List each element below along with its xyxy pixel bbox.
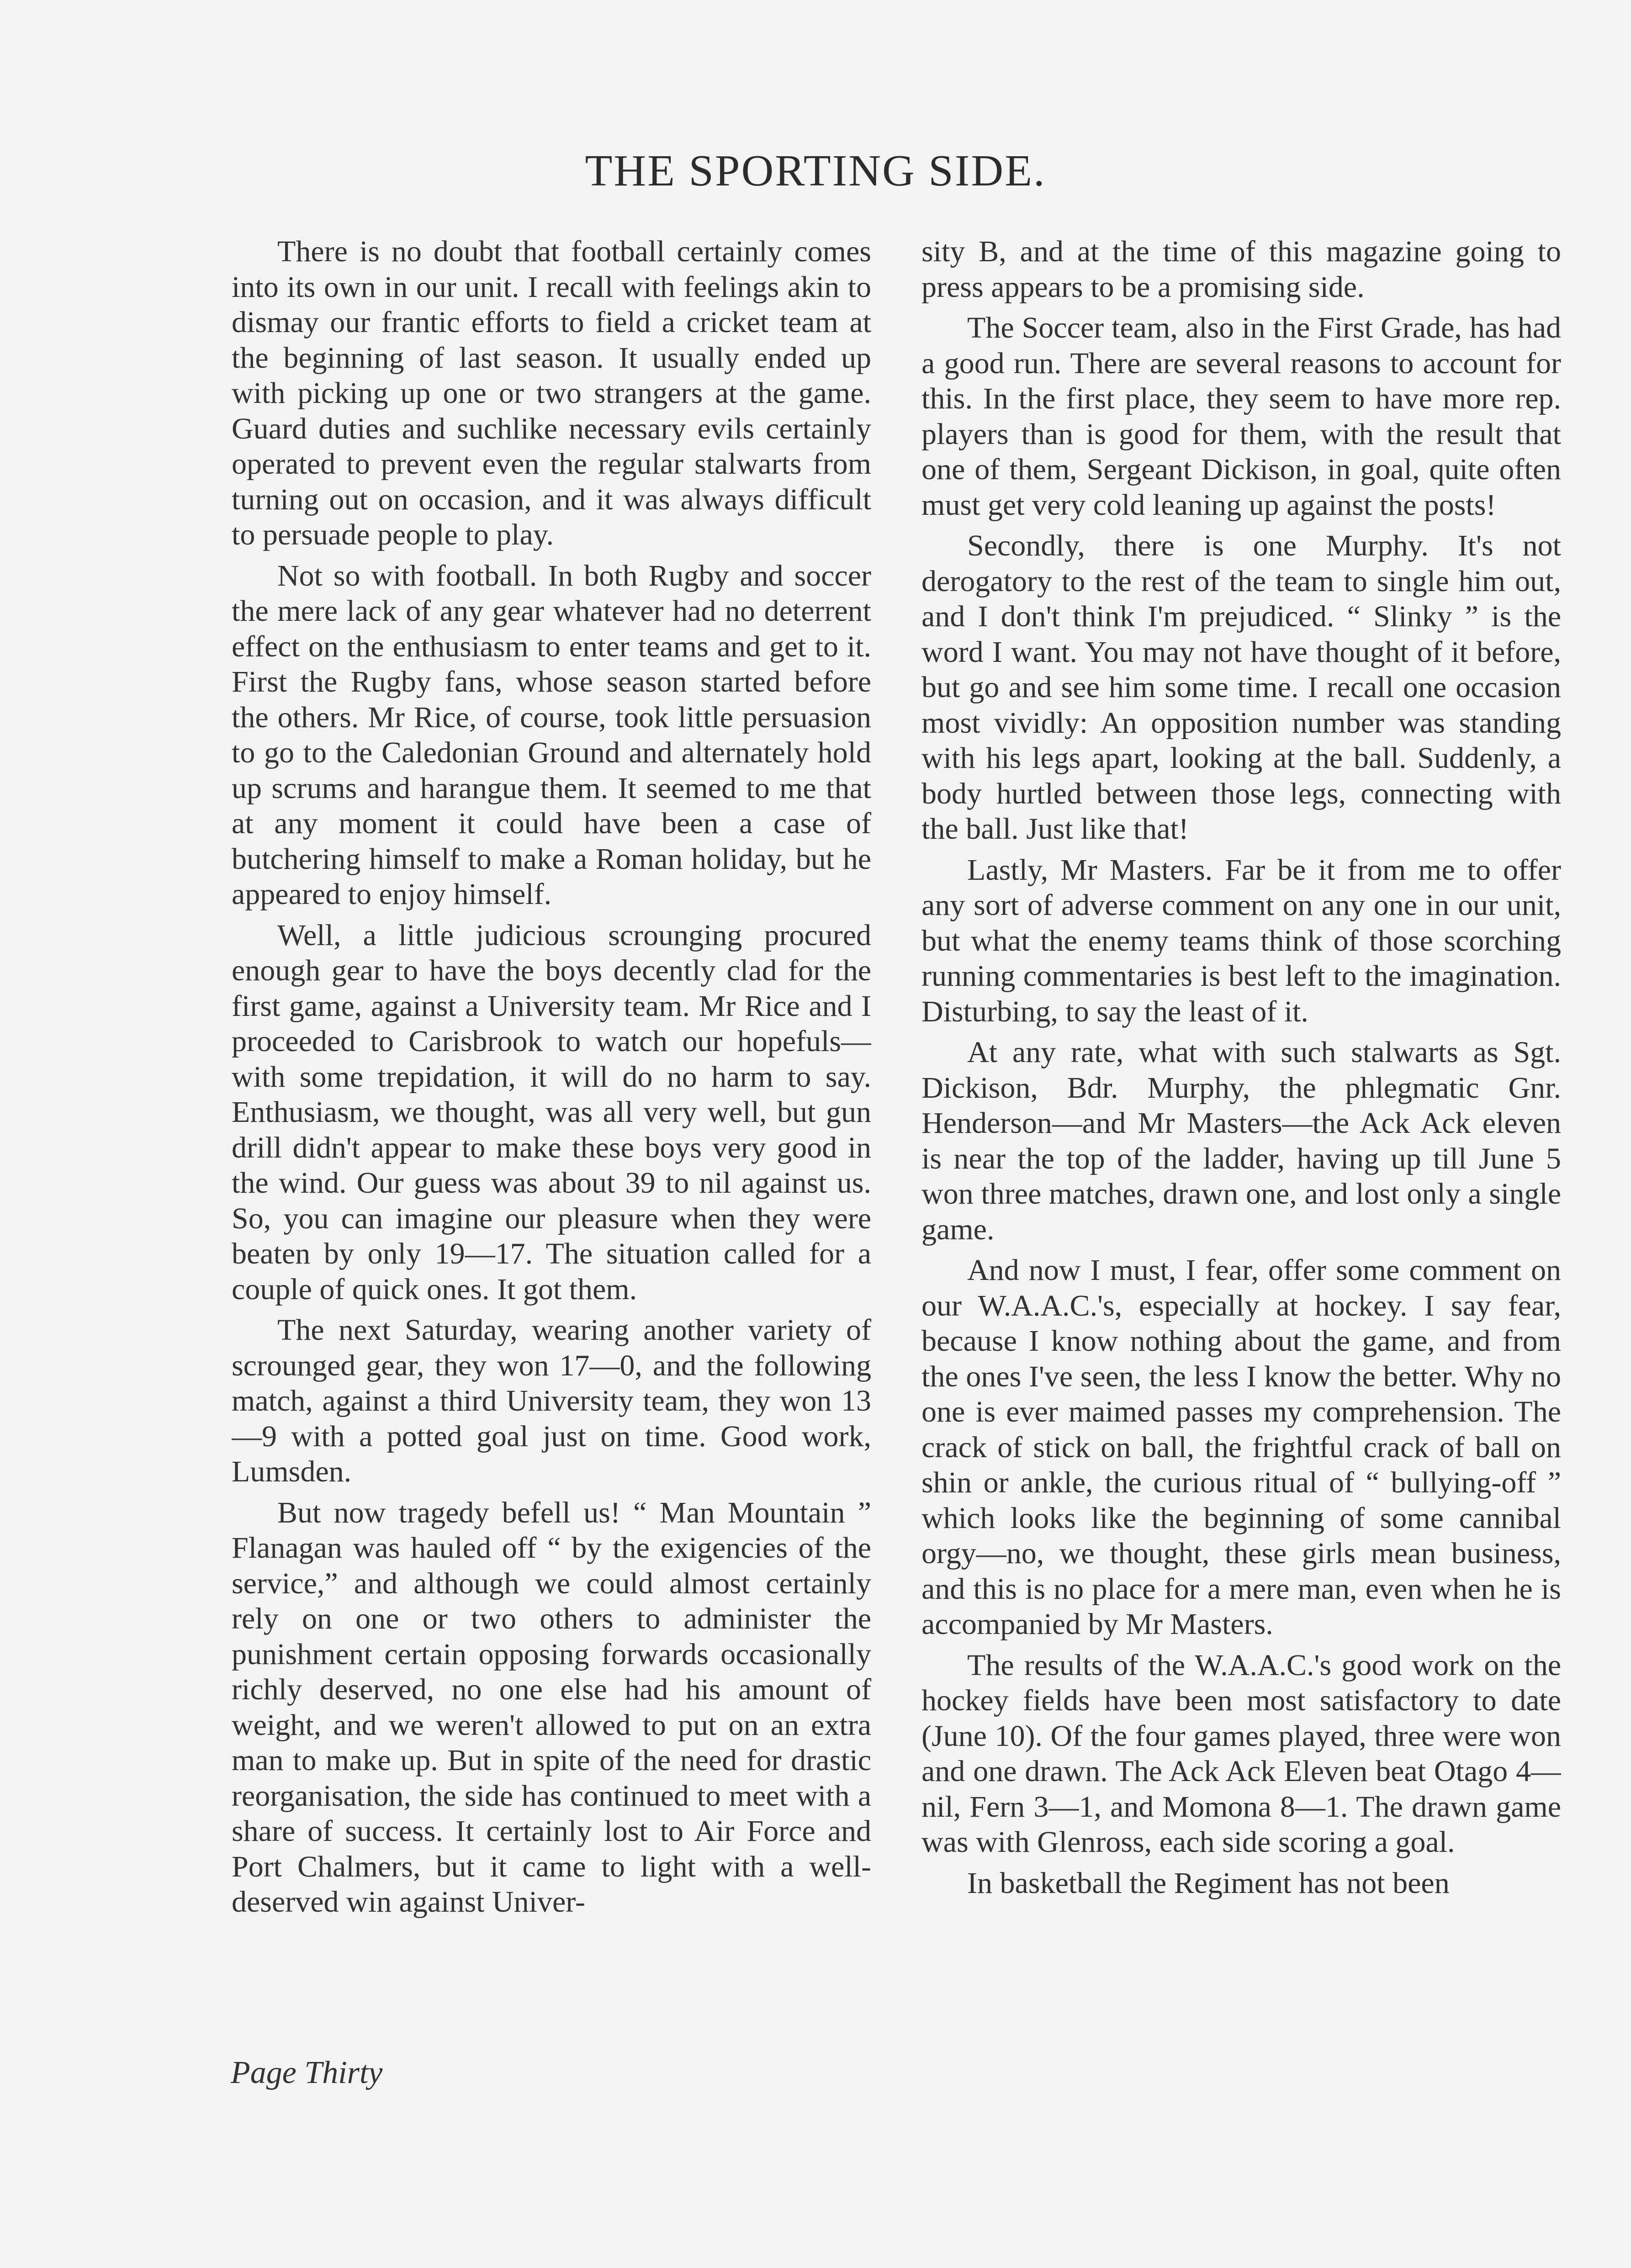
paragraph: Secondly, there is one Murphy. It's not derogatory to the rest of the team to single him out, and I don't think I'm prejudiced. “ Slinky ” is the word I want. You may not have thought of it before, but go and see him some time. I recall one occasion most vividly: An opposition number was standing with his legs apart, looking at the ball. Suddenly, a body hurtled between those legs, connecting with the ball. Just like that! bbox=[921, 529, 1561, 846]
page-title: THE SPORTING SIDE. bbox=[585, 146, 1046, 196]
right-column bbox=[921, 234, 1561, 2006]
paragraph: But now tragedy befell us! “ Man Mountain ” Flanagan was hauled off “ by the exigencies of the service,” and although we could almost certainly rely on one or two others to administer the punishment certain opposing forwards occasionally richly deserved, no one else had his amount of weight, and we weren't allowed to put on an extra man to make up. But in spite of the need for drastic reorganisation, the side has continued to meet with a share of success. It certainly lost to Air Force and Port Chalmers, but it came to light with a well-deserved win against Univer- bbox=[232, 1496, 871, 1919]
paragraph: At any rate, what with such stalwarts as Sgt. Dickison, Bdr. Murphy, the phlegmatic Gnr. Henderson—and Mr Masters—the Ack Ack eleven is near the top of the ladder, having up till June 5 won three matches, drawn one, and lost only a single game. bbox=[921, 1036, 1561, 1246]
paragraph: The Soccer team, also in the First Grade, has had a good run. There are several reasons to account for this. In the first place, they seem to have more rep. players than is good for them, with the result that one of them, Sergeant Dickison, in goal, quite often must get very cold leaning up against the posts! bbox=[921, 311, 1561, 522]
paragraph: There is no doubt that football certainly comes into its own in our unit. I recall with feelings akin to dismay our frantic efforts to field a cricket team at the beginning of last season. It usually ended up with picking up one or two strangers at the game. Guard duties and suchlike necessary evils certainly operated to prevent even the regular stalwarts from turning out on occasion, and it was always difficult to persuade people to play. bbox=[232, 235, 871, 551]
paragraph: The next Saturday, wearing another variety of scrounged gear, they won 17—0, and the following match, against a third University team, they won 13—9 with a potted goal just on time. Good work, Lumsden. bbox=[232, 1313, 871, 1488]
paragraph: In basketball the Regiment has not been bbox=[967, 1866, 1450, 1900]
page-number: Page Thirty bbox=[231, 2055, 383, 2090]
left-column bbox=[232, 234, 871, 2006]
paragraph: Lastly, Mr Masters. Far be it from me to offer any sort of adverse comment on any one in our unit, but what the enemy teams think of those scorching running commentaries is best left to the imagination. Disturbing, to say the least of it. bbox=[921, 853, 1561, 1028]
paragraph: Not so with football. In both Rugby and soccer the mere lack of any gear whatever had no deterrent effect on the enthusiasm to enter teams and get to it. First the Rugby fans, whose season started before the others. Mr Rice, of course, took little persuasion to go to the Caledonian Ground and alternately hold up scrums and harangue them. It seemed to me that at any moment it could have been a case of butchering himself to make a Roman holiday, but he appeared to enjoy himself. bbox=[232, 559, 871, 911]
paragraph: Well, a little judicious scrounging procured enough gear to have the boys decently clad for the first game, against a University team. Mr Rice and I proceeded to Carisbrook to watch our hopefuls—with some trepidation, it will do no harm to say. Enthusiasm, we thought, was all very well, but gun drill didn't appear to make these boys very good in the wind. Our guess was about 39 to nil against us. So, you can imagine our pleasure when they were beaten by only 19—17. The situation called for a couple of quick ones. It got them. bbox=[232, 918, 871, 1306]
paragraph-continuation: sity B, and at the time of this magazine going to press appears to be a promising side. bbox=[921, 235, 1561, 304]
paragraph: The results of the W.A.A.C.'s good work on the hockey fields have been most satisfactory to date (June 10). Of the four games played, three were won and one drawn. The Ack Ack Eleven beat Otago 4—nil, Fern 3—1, and Momona 8—1. The drawn game was with Glenross, each side scoring a goal. bbox=[921, 1648, 1561, 1859]
paragraph: And now I must, I fear, offer some comment on our W.A.A.C.'s, especially at hockey. I say fear, because I know nothing about the game, and from the ones I've seen, the less I know the better. Why no one is ever maimed passes my comprehension. The crack of stick on ball, the frightful crack of ball on shin or ankle, the curious ritual of “ bullying-off ” which looks like the beginning of some cannibal orgy—no, we thought, these girls mean business, and this is no place for a mere man, even when he is accompanied by Mr Masters. bbox=[921, 1253, 1561, 1641]
